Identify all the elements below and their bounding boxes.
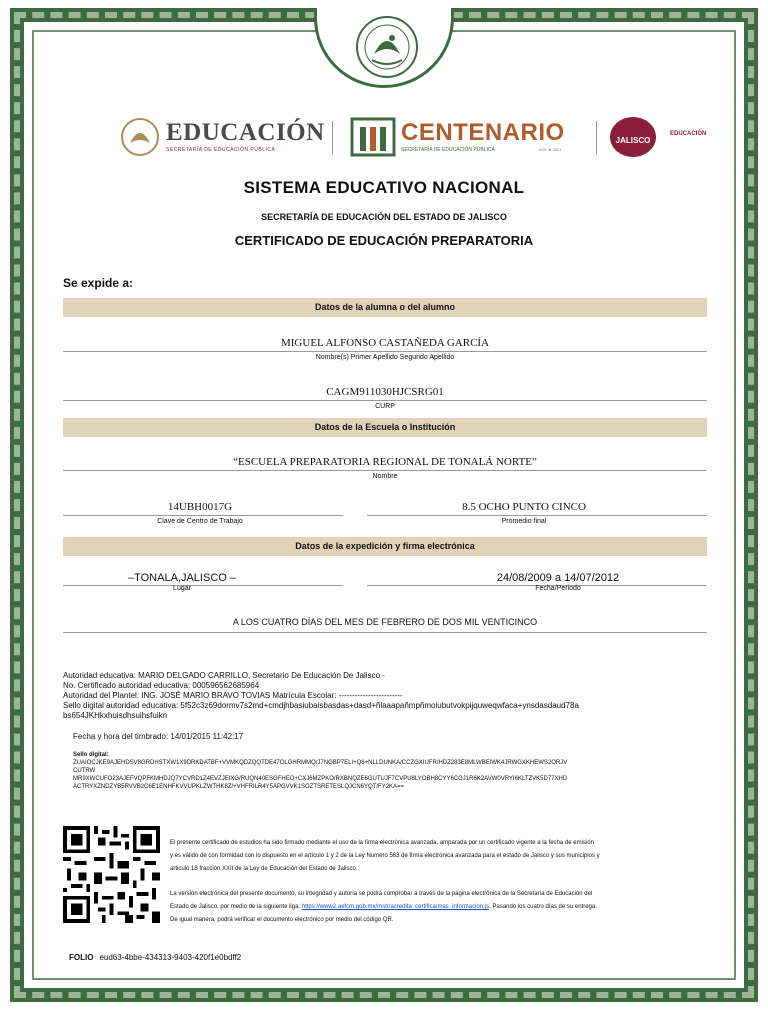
institution-logos (118, 113, 728, 163)
issue-date-text: A LOS CUATRO DÍAS DEL MES DE FEBRERO DE DOS MIL VENTICINCO (232, 617, 538, 627)
student-name-caption: Nombre(s) Primer Apellido Segundo Apellido (315, 354, 455, 361)
divider (63, 351, 707, 352)
digital-seal-line: ACTRYXZNDZYB5RVVB2C6E1ENHFKVVUPKLZWTHK8Z/+VHFRILR4Y5APGVVK1SOZTSRETESLQJCN6YQT/FY2KA== (73, 784, 405, 790)
issue-place-caption: Lugar (173, 585, 191, 592)
legal-line: articulo 18 fracción XXII de la Ley de Educación del Estado de Jalisco. (170, 866, 358, 872)
student-curp-caption: CURP (375, 403, 395, 410)
digital-seal-line: CUTRW (73, 768, 96, 774)
digital-seal-label: Sello digital: (73, 752, 109, 758)
legal-line: y es válido de con formidad con lo dispuesto en el artículo 1 y 2 de la Ley Numero 563 de firma electrónica avanzada para el estado de Jalisco y sus municipios y (170, 853, 600, 859)
centenario-years: 1921 ★ 2021 (538, 147, 562, 152)
centenario-logo-title: CENTENARIO (401, 119, 565, 146)
divider (367, 515, 707, 516)
certificate-title: CERTIFICADO DE EDUCACIÓN PREPARATORIA (234, 233, 534, 248)
school-name-caption: Nombre (372, 473, 398, 480)
stamp-datetime: Fecha y hora del timbrado: 14/01/2015 11:42:17 (73, 732, 244, 741)
secretariat-title: SECRETARÍA DE EDUCACIÓN DEL ESTADO DE JALISCO (261, 212, 507, 222)
legal-line: La versión electrónica del presente documento, su integridad y autoría se podrá comprobar a través de la página electrónica de la Secretaría de Educación del (170, 891, 593, 897)
divider (63, 632, 707, 633)
divider (63, 515, 343, 516)
issue-period-caption: Fecha/Periodo (535, 585, 581, 592)
authority-seal-continued: bs654JKHkxhuisdhsuihsfuikn (63, 711, 168, 720)
legal-line: Estado de Jalisco, por medio de la siguiente liga: https://www2.aefcm.gob.mx/mstr/acredita_certifica/mas_informacion.js. Pasando los cuatro días de su entrega. (170, 904, 597, 910)
legal-line: El presente certificado de estudios ha sido firmado mediante el uso de la firma electrónica avanzada, amparada por un certificado vigente a la fecha de emisión (170, 840, 594, 846)
divider (63, 470, 707, 471)
student-section-header: Datos de la alumna o del alumno (63, 298, 707, 317)
authority-seal-line: Sello digital autoridad educativa: 5f52c3z69dormv7s2md+cmdjhbasiubaisbasdas+dasd+ñlaaapañmpñmoiubutvokpijquweqwfaca+ynsdasdaud78a (63, 701, 579, 710)
school-cct-caption: Clave de Centro de Trabajo (157, 518, 243, 525)
school-name: “ESCUELA PREPARATORIA REGIONAL DE TONALÁ NORTE” (233, 456, 537, 468)
digital-seal-line: ZUAIOCJKE9AJEHDSV8GRDHSTXW1X9DRKDATBF+VVMKQDZQQTDE47OLGHRMMQ/J7NGBP7ELI+Q8+NLLDUNKA/CCZGXIUFR/HDZ283E8MLWBEIWK4JRWGXKHEWS2ORJV (73, 760, 568, 766)
qr-code-icon[interactable] (63, 826, 160, 923)
verification-link[interactable]: https://www2.aefcm.gob.mx/mstr/acredita_certifica/mas_informacion.js (301, 904, 490, 910)
school-cct: 14UBH0017G (167, 501, 233, 513)
eagle-seal-icon (352, 14, 422, 80)
jalisco-logo-label: JALISCO (615, 136, 651, 145)
legal-line: De igual manera, podrá verificar el documento electrónico por medio del código QR. (170, 917, 394, 923)
issue-section-header: Datos de la expedición y firma electrónica (63, 537, 707, 556)
digital-seal-line: MR9XWCUFO23AJEFVQPFKMHDJQ7YCVRD1Z4EVZJEIXG/RUQN40ESGFHEO+CXJ6MZPKO/RXBNQZE6GUTUJF7CVPU8LYOBH8CYY6CGJ1R6K2AVW0VRYI6KLTZVK5D77XHD (73, 776, 568, 782)
jalisco-logo-icon (608, 115, 658, 159)
final-average-caption: Promedio final (501, 518, 547, 525)
student-name: MIGUEL ALFONSO CASTAÑEDA GARCÍA (280, 337, 490, 349)
folio (69, 953, 241, 962)
logo-divider (596, 121, 597, 155)
educacion-logo-title: EDUCACIÓN (166, 119, 325, 146)
logo-divider (332, 121, 333, 155)
final-average: 8.5 OCHO PUNTO CINCO (462, 501, 586, 513)
issue-period: 24/08/2009 a 14/07/2012 (496, 572, 620, 584)
campus-authority-line: Autoridad del Plantel: ING. JOSÉ MARIO BRAVO TOVIAS Matrícula Escolar: ------------------------ (63, 691, 403, 700)
centenario-logo-subtitle: SECRETARÍA DE EDUCACIÓN PÚBLICA (401, 147, 495, 153)
jalisco-logo-text: EDUCACIÓN (670, 131, 707, 137)
expide-label: Se expide a: (63, 276, 134, 290)
student-curp: CAGM911030HJCSRG01 (326, 386, 444, 398)
mexico-shield-icon (120, 117, 160, 157)
folio-value: eud63-4bbe-434313-9403-420f1e0bdff2 (99, 953, 242, 962)
school-section-header: Datos de la Escuela o Institución (63, 418, 707, 437)
authority-line: Autoridad educativa: MARIO DELGADO CARRILLO, Secretario De Educación De Jalisco - (63, 671, 385, 680)
educacion-logo-subtitle: SECRETARÍA DE EDUCACIÓN PÚBLICA (166, 147, 276, 153)
legal-paragraph-1 (170, 837, 706, 876)
centenario-building-icon (350, 115, 396, 157)
folio-label: FOLIO (69, 953, 94, 962)
legal-paragraph-2 (170, 888, 706, 927)
issue-place: –TONALA,JALISCO – (127, 572, 236, 584)
divider (63, 400, 707, 401)
system-title: SISTEMA EDUCATIVO NACIONAL (243, 178, 525, 197)
authority-certificate-line: No. Certificado autoridad educativa: 000596562685964 (63, 681, 260, 690)
